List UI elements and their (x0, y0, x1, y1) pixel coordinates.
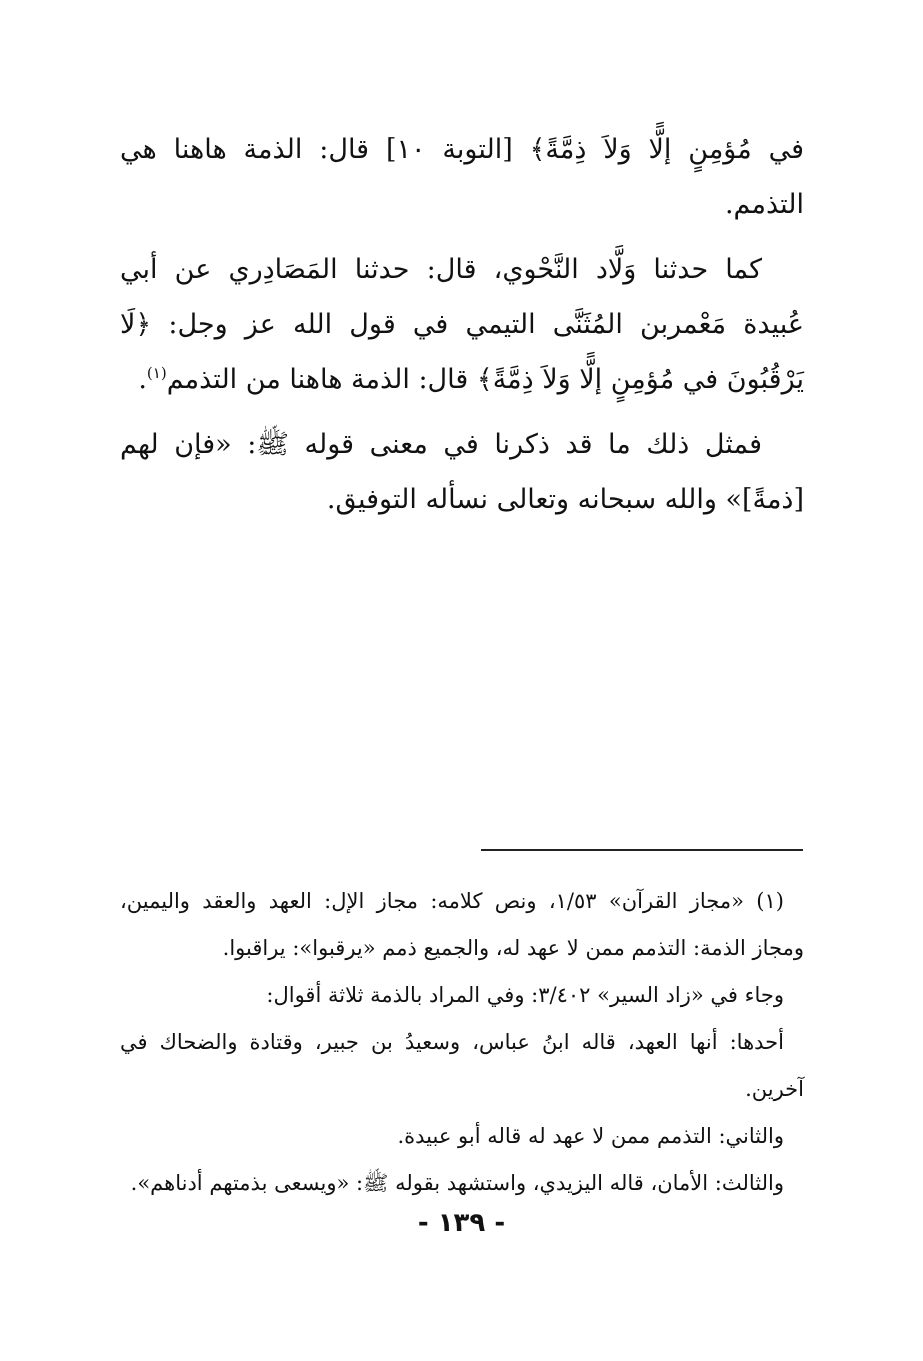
footnote-reference: (١) (146, 364, 167, 382)
footnote-line: والثالث: الأمان، قاله اليزيدي، واستشهد بقوله ﷺ: «ويسعى بذمتهم أدناهم». (130, 1171, 784, 1195)
paragraph-2 (120, 242, 804, 407)
paragraph-2-tail: . (138, 364, 147, 395)
paragraph-3 (120, 417, 804, 527)
page-number: - ١٣٩ - (417, 1208, 506, 1238)
footnotes-block (120, 878, 804, 1207)
paragraph-1-text: في مُؤمِنٍ إلًّا وَلاَ ذِمَّةً﴾ [التوبة ١٠] قال: الذمة هاهنا هي التذمم. (120, 134, 804, 220)
footnote-line: وجاء في «زاد السير» ٣/٤٠٢: وفي المراد بالذمة ثلاثة أقوال: (266, 983, 784, 1007)
footnote-line: (١) «مجاز القرآن» ١/٥٣، ونص كلامه: مجاز الإل: العهد والعقد واليمين، ومجاز الذمة: التذمم ممن لا عهد له، والجميع ذمم «يرقبوا»: يراقبوا. (120, 889, 804, 960)
paragraph-3-text: فمثل ذلك ما قد ذكرنا في معنى قوله ﷺ: «فإن لهم [ذمةً]» والله سبحانه وتعالى نسأله التوفيق. (120, 429, 804, 515)
main-text-block (120, 122, 804, 537)
paragraph-1 (120, 122, 804, 232)
footnote-line: أحدها: أنها العهد، قاله ابنُ عباس، وسعيدُ بن جبير، وقتادة والضحاك في آخرين. (120, 1030, 804, 1101)
footnote-separator (481, 849, 803, 851)
paragraph-2-text: كما حدثنا وَلَّاد النَّحْوي، قال: حدثنا المَصَادِري عن أبي عُبيدة مَعْمربن المُثَنَّى التيمي في قول الله عز وجل: ﴿لَا يَرْقُبُونَ في مُؤمِنٍ إلًّا وَلاَ ذِمَّةً﴾ قال: الذمة هاهنا من التذمم (120, 254, 804, 395)
footnote-line: والثاني: التذمم ممن لا عهد له قاله أبو عبيدة. (397, 1124, 784, 1148)
